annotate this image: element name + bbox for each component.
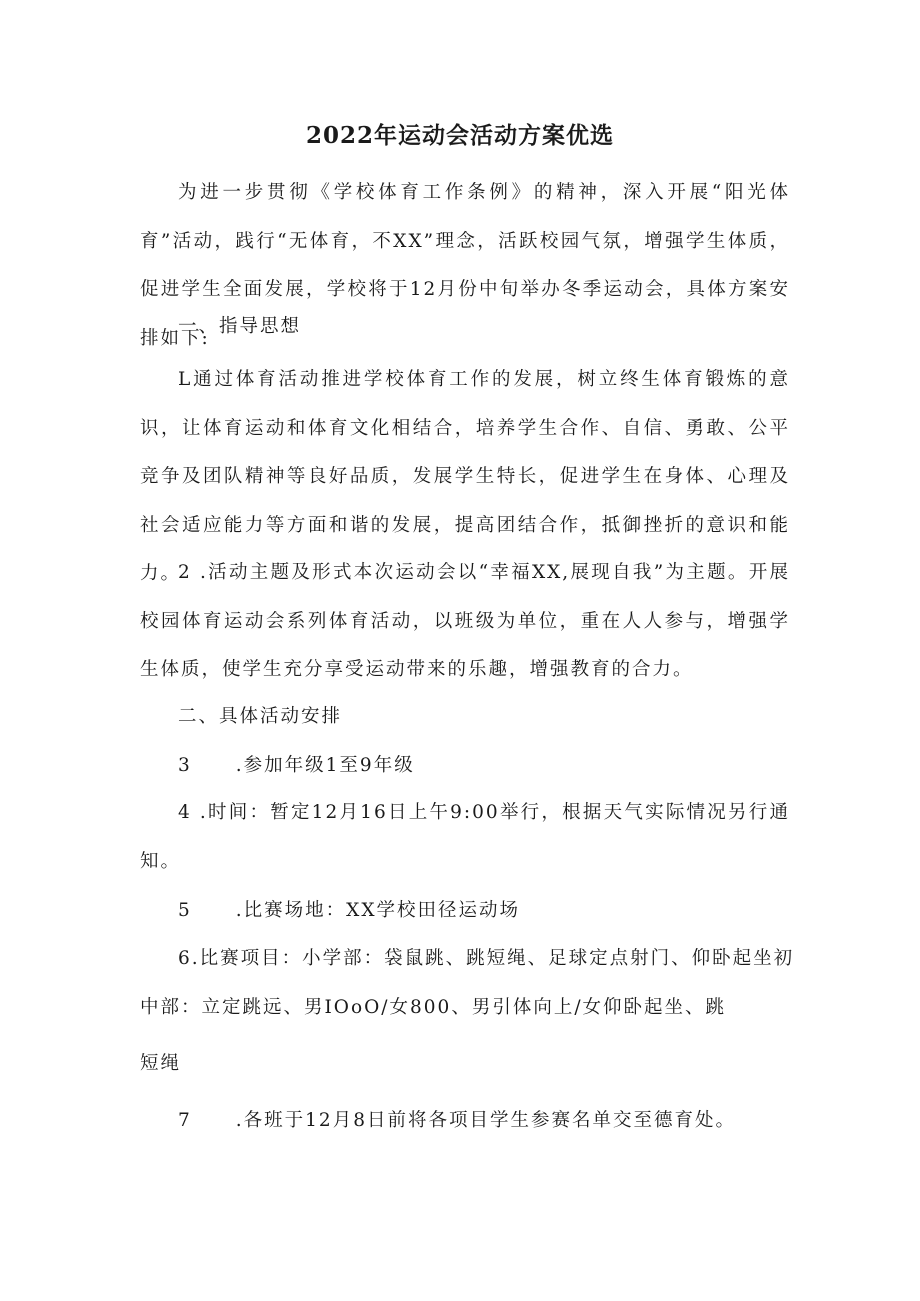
item-6-line-3: 短绳 — [140, 1053, 182, 1074]
section1-heading: 一、指导思想 — [178, 316, 302, 337]
item-7 — [178, 1106, 736, 1136]
item-5-text: .比赛场地：XX学校田径运动场 — [235, 900, 521, 921]
item-3 — [178, 751, 415, 781]
item-6-line-1: 6.比赛项目：小学部：袋鼠跳、跳短绳、足球定点射门、仰卧起坐初 — [178, 948, 795, 969]
document-title: 2022年运动会活动方案优选 — [305, 122, 614, 149]
item-3-text: .参加年级1至9年级 — [235, 755, 415, 776]
item-5 — [178, 896, 520, 926]
item-6-line-2: 中部：立定跳远、男IOoO/女800、男引体向上/女仰卧起坐、跳 — [140, 997, 727, 1018]
item-3-number: 3 — [178, 755, 192, 776]
item-7-text: .各班于12月8日前将各项目学生参赛名单交至德育处。 — [235, 1110, 736, 1131]
item-5-number: 5 — [178, 900, 192, 921]
section1-paragraph-2: 2 .活动主题及形式本次运动会以“幸福XX,展现自我”为主题。开展校园体育运动会系列体育活动，以班级为单位，重在人人参与，增强学生体质，使学生充分享受运动带来的乐趣，增强教育的合力。 — [140, 562, 790, 680]
item-7-number: 7 — [178, 1110, 192, 1131]
item-4: 4 .时间：暂定12月16日上午9:00举行，根据天气实际情况另行通知。 — [140, 802, 790, 872]
section2-heading: 二、具体活动安排 — [178, 706, 343, 727]
section1-paragraph-1: L通过体育活动推进学校体育工作的发展，树立终生体育锻炼的意识，让体育运动和体育文化相结合，培养学生合作、自信、勇敢、公平竞争及团队精神等良好品质，发展学生特长，促进学生在身体、心理及社会适应能力等方面和谐的发展，提高团结合作，抵御挫折的意识和能力。 — [140, 369, 790, 584]
intro-paragraph: 为进一步贯彻《学校体育工作条例》的精神，深入开展“阳光体育”活动，践行“无体育，不XX”理念，活跃校园气氛，增强学生体质，促进学生全面发展，学校将于12月份中旬举办冬季运动会，具体方案安排如下: — [140, 182, 790, 349]
